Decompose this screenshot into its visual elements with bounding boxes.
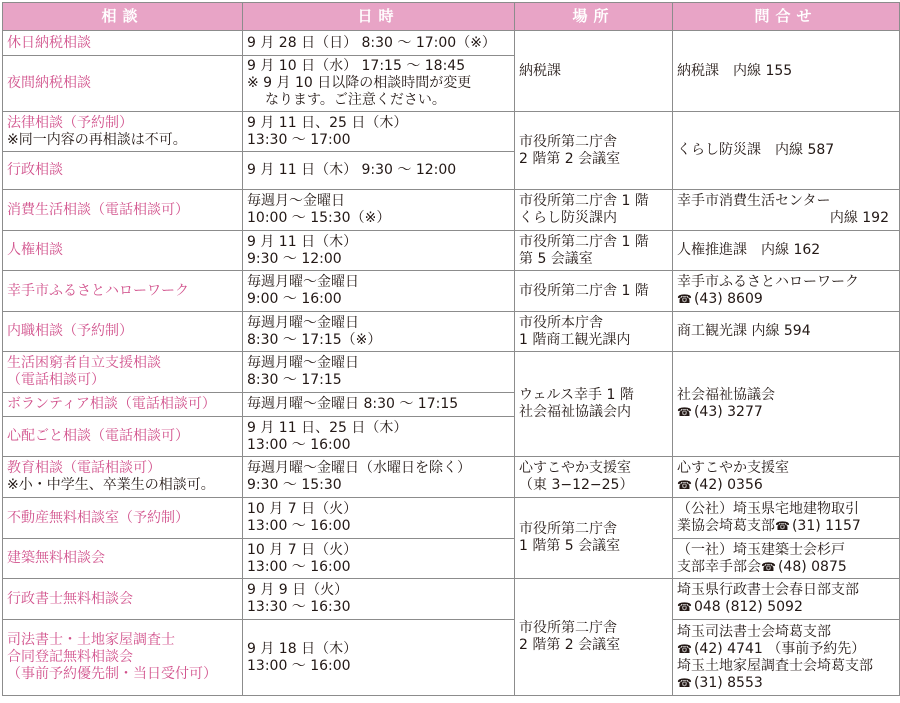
consultation-contact: （一社）埼玉建築士会杉戸 支部幸手部会☎ (48) 0875 bbox=[673, 539, 900, 579]
consultation-time: 毎週月曜～金曜日 9:00 ～ 16:00 bbox=[243, 271, 515, 312]
consultation-name: 消費生活相談（電話相談可） bbox=[3, 190, 243, 231]
consultation-time: 毎週月～金曜日 10:00 ～ 15:30（※） bbox=[243, 190, 515, 231]
header-place: 場所 bbox=[515, 3, 673, 31]
consultation-contact: 心すこやか支援室 ☎ (42) 0356 bbox=[673, 457, 900, 498]
consultation-name: 夜間納税相談 bbox=[3, 56, 243, 112]
consultation-name: 教育相談（電話相談可） ※小・中学生、卒業生の相談可。 bbox=[3, 457, 243, 498]
phone-number: ☎ (43) 8609 bbox=[677, 291, 895, 308]
consultation-time: 毎週月曜～金曜日（水曜日を除く） 9:30 ～ 15:30 bbox=[243, 457, 515, 498]
consultation-time: 9 月 11 日（木） 9:30 ～ 12:00 bbox=[243, 231, 515, 271]
consultation-place: 市役所第二庁舎 1 階 bbox=[515, 271, 673, 312]
consultation-time: 9 月 18 日（木） 13:00 ～ 16:00 bbox=[243, 620, 515, 696]
consultation-contact: 人権推進課 内線 162 bbox=[673, 231, 900, 271]
consultation-note: ※小・中学生、卒業生の相談可。 bbox=[7, 477, 215, 493]
consultation-contact: くらし防災課 内線 587 bbox=[673, 112, 900, 190]
consultation-place: 市役所第二庁舎 1 階 くらし防災課内 bbox=[515, 190, 673, 231]
phone-number: ☎ (42) 4741 （事前予約先） bbox=[677, 641, 895, 658]
consultation-name: 心配ごと相談（電話相談可） bbox=[3, 417, 243, 457]
consultation-schedule-table bbox=[2, 2, 900, 696]
consultation-place: 納税課 bbox=[515, 31, 673, 112]
consultation-name: 行政書士無料相談会 bbox=[3, 579, 243, 620]
table-row bbox=[3, 457, 900, 498]
header-consultation: 相談 bbox=[3, 3, 243, 31]
consultation-time: 9 月 28 日（日） 8:30 ～ 17:00（※） bbox=[243, 31, 515, 56]
consultation-time: 9 月 11 日（木） 9:30 ～ 12:00 bbox=[243, 152, 515, 190]
table-row bbox=[3, 231, 900, 271]
consultation-time: 10 月 7 日（火） 13:00 ～ 16:00 bbox=[243, 539, 515, 579]
consultation-note: ※同一内容の再相談は不可。 bbox=[7, 131, 187, 148]
consultation-place: 市役所第二庁舎 2 階第 2 会議室 bbox=[515, 579, 673, 696]
consultation-contact: 社会福祉協議会 ☎ (43) 3277 bbox=[673, 352, 900, 457]
consultation-contact: 幸手市消費生活センター 内線 192 bbox=[673, 190, 900, 231]
phone-number: ☎ (31) 1157 bbox=[775, 518, 861, 534]
consultation-time: 10 月 7 日（火） 13:00 ～ 16:00 bbox=[243, 498, 515, 539]
consultation-place: 市役所本庁舎 1 階商工観光課内 bbox=[515, 312, 673, 352]
consultation-contact: 商工観光課 内線 594 bbox=[673, 312, 900, 352]
phone-number: ☎ (31) 8553 bbox=[677, 675, 895, 692]
consultation-time: 毎週月曜～金曜日 8:30 ～ 17:15 bbox=[243, 352, 515, 393]
table-row bbox=[3, 112, 900, 152]
consultation-time: 毎週月曜～金曜日 8:30 ～ 17:15 bbox=[243, 393, 515, 417]
table-row bbox=[3, 498, 900, 539]
consultation-contact: 埼玉県行政書士会春日部支部 ☎ 048 (812) 5092 bbox=[673, 579, 900, 620]
consultation-place: 市役所第二庁舎 2 階第 2 会議室 bbox=[515, 112, 673, 190]
phone-number: ☎ (42) 0356 bbox=[677, 477, 895, 494]
consultation-contact: 埼玉司法書士会埼葛支部 ☎ (42) 4741 （事前予約先） 埼玉土地家屋調査士会埼葛支部 ☎ (31) 8553 bbox=[673, 620, 900, 696]
header-row bbox=[3, 3, 900, 31]
header-contact: 問合せ bbox=[673, 3, 900, 31]
consultation-name: 不動産無料相談室（予約制） bbox=[3, 498, 243, 539]
consultation-name: 司法書士・土地家屋調査士 合同登記無料相談会 （事前予約優先制・当日受付可） bbox=[3, 620, 243, 696]
table-row bbox=[3, 579, 900, 620]
consultation-name: 人権相談 bbox=[3, 231, 243, 271]
consultation-place: 心すこやか支援室 （東 3−12−25） bbox=[515, 457, 673, 498]
table-row bbox=[3, 271, 900, 312]
table-row bbox=[3, 312, 900, 352]
phone-number: ☎ (48) 0875 bbox=[761, 559, 847, 575]
consultation-name: 休日納税相談 bbox=[3, 31, 243, 56]
consultation-time: 9 月 10 日（水） 17:15 ～ 18:45 ※ 9 月 10 日以降の相談時間が変更 なります。ご注意ください。 bbox=[243, 56, 515, 112]
consultation-time: 毎週月曜～金曜日 8:30 ～ 17:15（※） bbox=[243, 312, 515, 352]
table-row bbox=[3, 620, 900, 696]
consultation-contact: 納税課 内線 155 bbox=[673, 31, 900, 112]
phone-number: ☎ (43) 3277 bbox=[677, 404, 895, 421]
consultation-place: 市役所第二庁舎 1 階 第 5 会議室 bbox=[515, 231, 673, 271]
header-datetime: 日時 bbox=[243, 3, 515, 31]
consultation-name: 法律相談（予約制） ※同一内容の再相談は不可。 bbox=[3, 112, 243, 152]
consultation-name: 行政相談 bbox=[3, 152, 243, 190]
consultation-place: ウェルス幸手 1 階 社会福祉協議会内 bbox=[515, 352, 673, 457]
phone-number: ☎ 048 (812) 5092 bbox=[677, 599, 895, 616]
consultation-contact: （公社）埼玉県宅地建物取引 業協会埼葛支部☎ (31) 1157 bbox=[673, 498, 900, 539]
table-row bbox=[3, 190, 900, 231]
table-row bbox=[3, 352, 900, 393]
table-row bbox=[3, 539, 900, 579]
consultation-name: ボランティア相談（電話相談可） bbox=[3, 393, 243, 417]
consultation-name: 生活困窮者自立支援相談 （電話相談可） bbox=[3, 352, 243, 393]
table-row bbox=[3, 31, 900, 56]
consultation-name: 幸手市ふるさとハローワーク bbox=[3, 271, 243, 312]
consultation-time: 9 月 9 日（火） 13:30 ～ 16:30 bbox=[243, 579, 515, 620]
consultation-time: 9 月 11 日、25 日（木） 13:00 ～ 16:00 bbox=[243, 417, 515, 457]
consultation-contact: 幸手市ふるさとハローワーク ☎ (43) 8609 bbox=[673, 271, 900, 312]
consultation-name: 内職相談（予約制） bbox=[3, 312, 243, 352]
consultation-place: 市役所第二庁舎 1 階第 5 会議室 bbox=[515, 498, 673, 579]
consultation-name: 建築無料相談会 bbox=[3, 539, 243, 579]
consultation-time: 9 月 11 日、25 日（木） 13:30 ～ 17:00 bbox=[243, 112, 515, 152]
